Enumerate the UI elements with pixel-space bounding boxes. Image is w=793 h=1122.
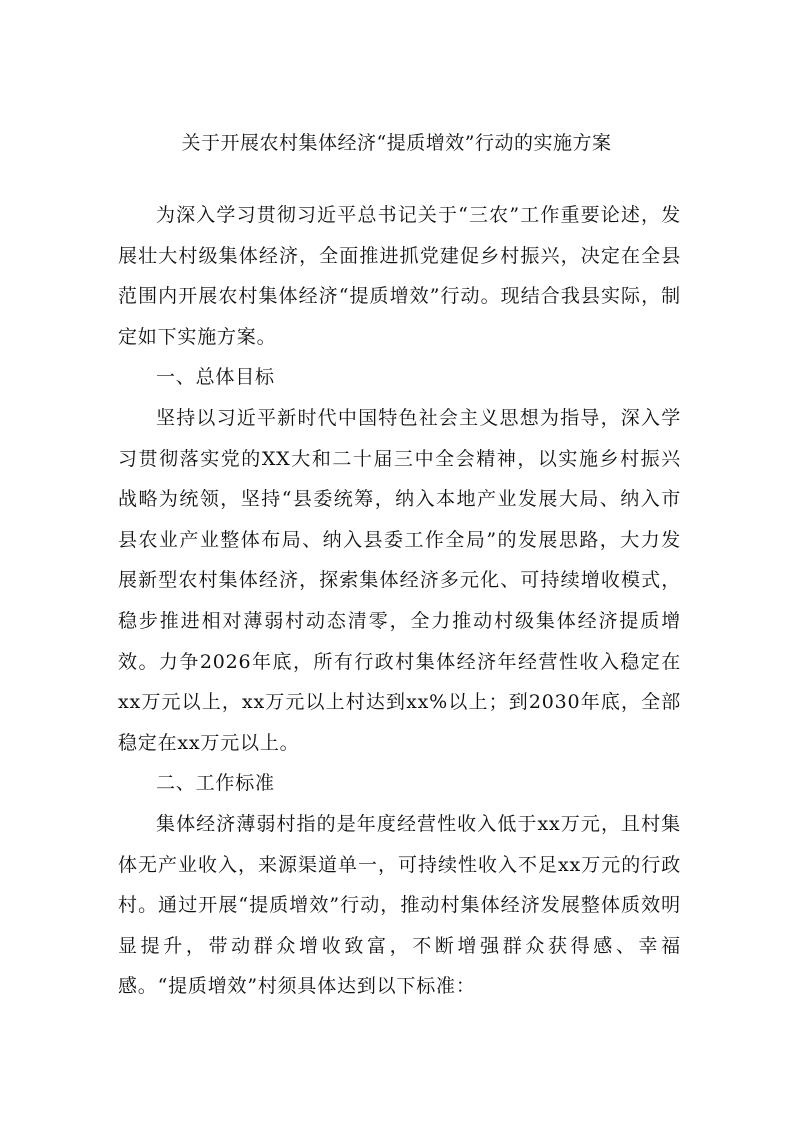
- section-heading-overall-goals: 一、总体目标: [156, 366, 275, 389]
- intro-paragraph: 为深入学习贯彻习近平总书记关于“三农”工作重要论述，发展壮大村级集体经济，全面推进抓党建促乡村振兴，决定在全县范围内开展农村集体经济“提质增效”行动。现结合我县实际，制定如下实施方案。: [118, 204, 681, 348]
- document-body: [118, 195, 681, 1007]
- overall-goals-paragraph: 坚持以习近平新时代中国特色社会主义思想为指导，深入学习贯彻落实党的XX大和二十届三中全会精神，以实施乡村振兴战略为统领，坚持“县委统筹，纳入本地产业发展大局、纳入市县农业产业整体布局、纳入县委工作全局”的发展思路，大力发展新型农村集体经济，探索集体经济多元化、可持续增收模式，稳步推进相对薄弱村动态清零，全力推动村级集体经济提质增效。力争2026年底，所有行政村集体经济年经营性收入稳定在xx万元以上，xx万元以上村达到xx%以上；到2030年底，全部稳定在xx万元以上。: [118, 406, 681, 754]
- document-title: 关于开展农村集体经济“提质增效”行动的实施方案: [181, 132, 612, 154]
- work-standards-paragraph: 集体经济薄弱村指的是年度经营性收入低于xx万元，且村集体无产业收入，来源渠道单一，可持续性收入不足xx万元的行政村。通过开展“提质增效”行动，推动村集体经济发展整体质效明显提升，带动群众增收致富，不断增强群众获得感、幸福感。“提质增效”村须具体达到以下标准：: [118, 812, 681, 998]
- section-heading-work-standards: 二、工作标准: [156, 772, 275, 795]
